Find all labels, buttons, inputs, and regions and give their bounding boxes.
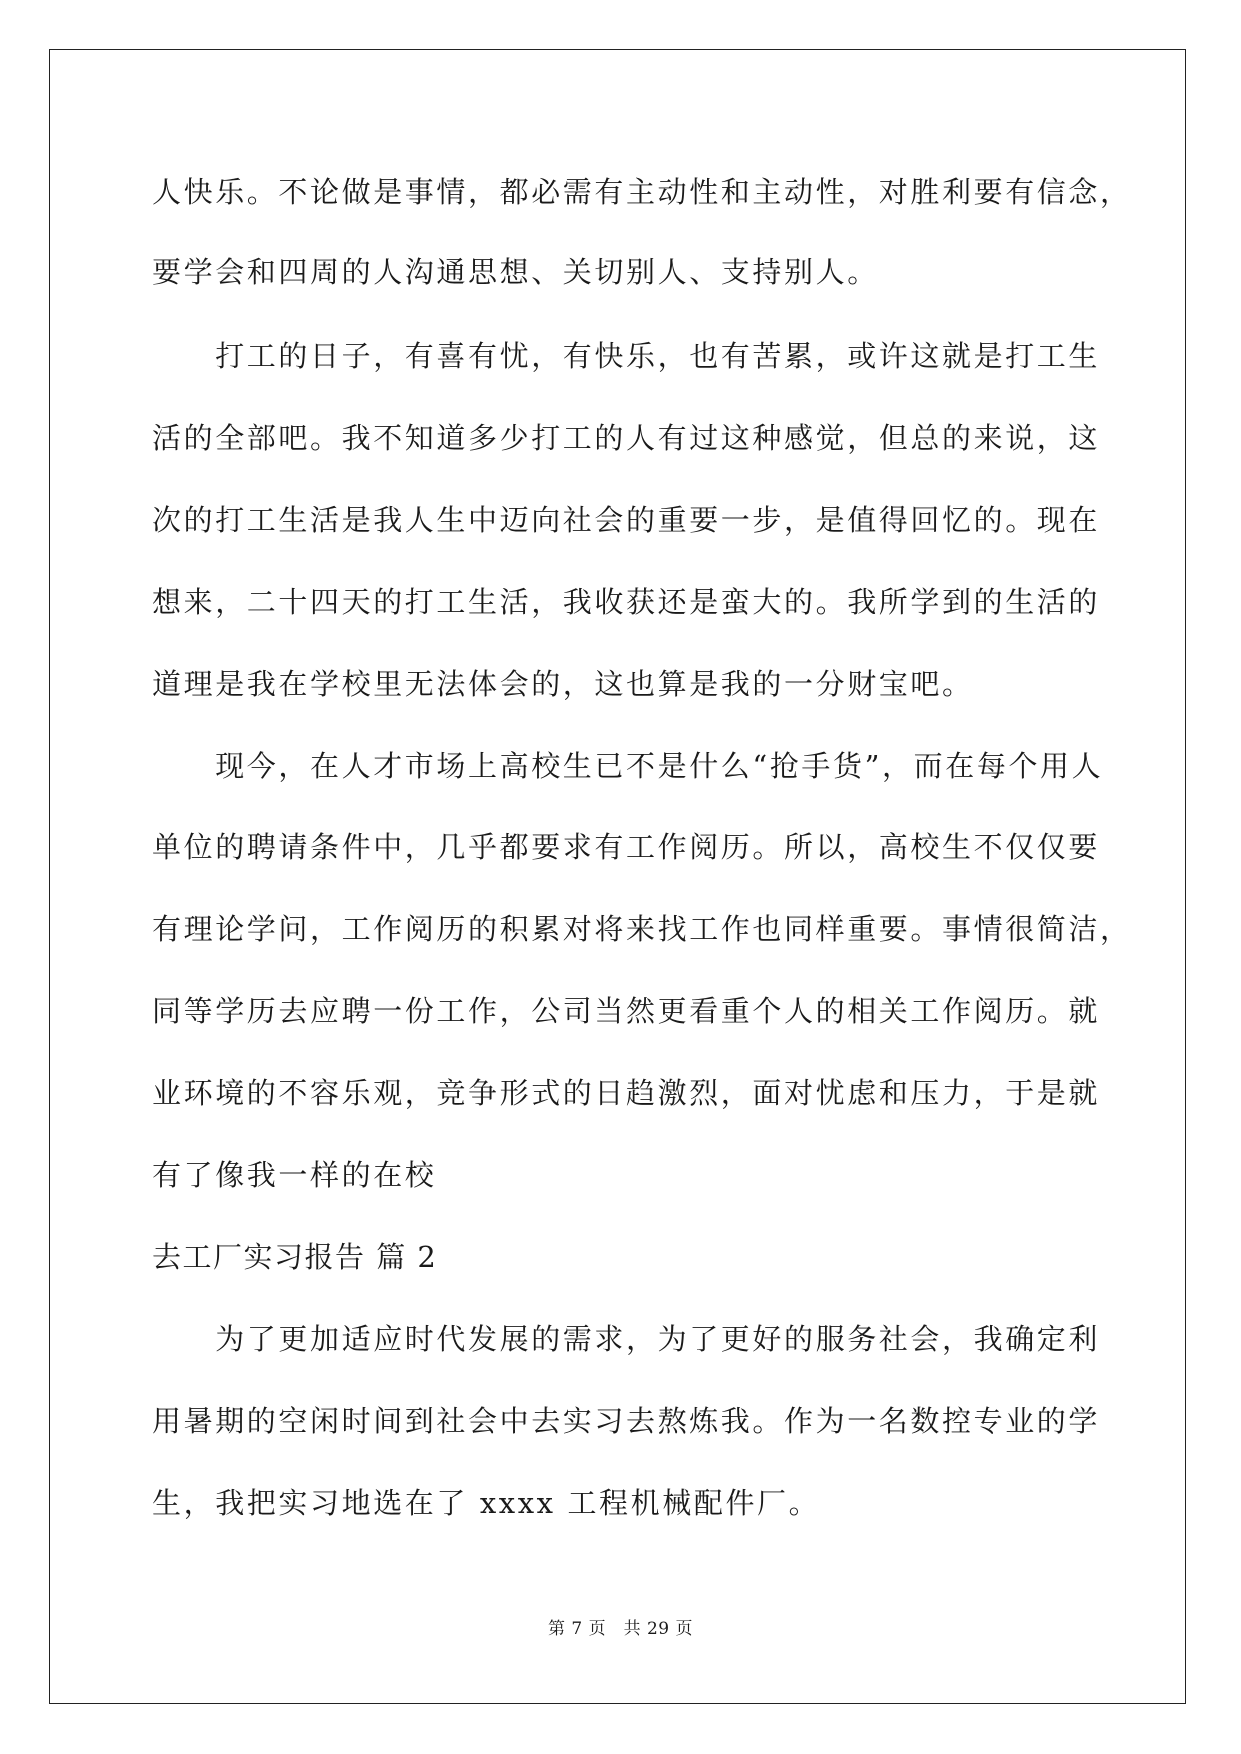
- body-line: 现今，在人才市场上高校生已不是什么“抢手货”，而在每个用人: [152, 749, 1104, 783]
- body-line: 道理是我在学校里无法体会的，这也算是我的一分财宝吧。: [152, 667, 974, 701]
- body-line: 次的打工生活是我人生中迈向社会的重要一步，是值得回忆的。现在: [152, 503, 1101, 537]
- body-line: 想来，二十四天的打工生活，我收获还是蛮大的。我所学到的生活的: [152, 585, 1101, 619]
- page-number: 第 7 页 共 29 页: [547, 1619, 694, 1639]
- body-line: 有理论学问，工作阅历的积累对将来找工作也同样重要。事情很简洁，: [152, 912, 1132, 946]
- body-line: 同等学历去应聘一份工作，公司当然更看重个人的相关工作阅历。就: [152, 994, 1101, 1028]
- body-line: 活的全部吧。我不知道多少打工的人有过这种感觉，但总的来说，这: [152, 421, 1101, 455]
- page-border: [49, 49, 1186, 1704]
- body-line: 单位的聘请条件中，几乎都要求有工作阅历。所以，高校生不仅仅要: [152, 830, 1101, 864]
- section-heading: 去工厂实习报告 篇 2: [152, 1240, 438, 1274]
- body-line: 为了更加适应时代发展的需求，为了更好的服务社会，我确定利: [152, 1322, 1101, 1356]
- body-line: 用暑期的空闲时间到社会中去实习去熬炼我。作为一名数控专业的学: [152, 1404, 1101, 1438]
- body-line: 要学会和四周的人沟通思想、关切别人、支持别人。: [152, 255, 879, 289]
- body-line: 业环境的不容乐观，竞争形式的日趋激烈，面对忧虑和压力，于是就: [152, 1076, 1101, 1110]
- body-line: 有了像我一样的在校: [152, 1158, 437, 1192]
- body-line: 生，我把实习地选在了 xxxx 工程机械配件厂。: [152, 1486, 821, 1520]
- body-line: 打工的日子，有喜有忧，有快乐，也有苦累，或许这就是打工生: [152, 339, 1101, 373]
- body-line: 人快乐。不论做是事情，都必需有主动性和主动性，对胜利要有信念，: [152, 175, 1132, 209]
- page-footer: [0, 1618, 1241, 1640]
